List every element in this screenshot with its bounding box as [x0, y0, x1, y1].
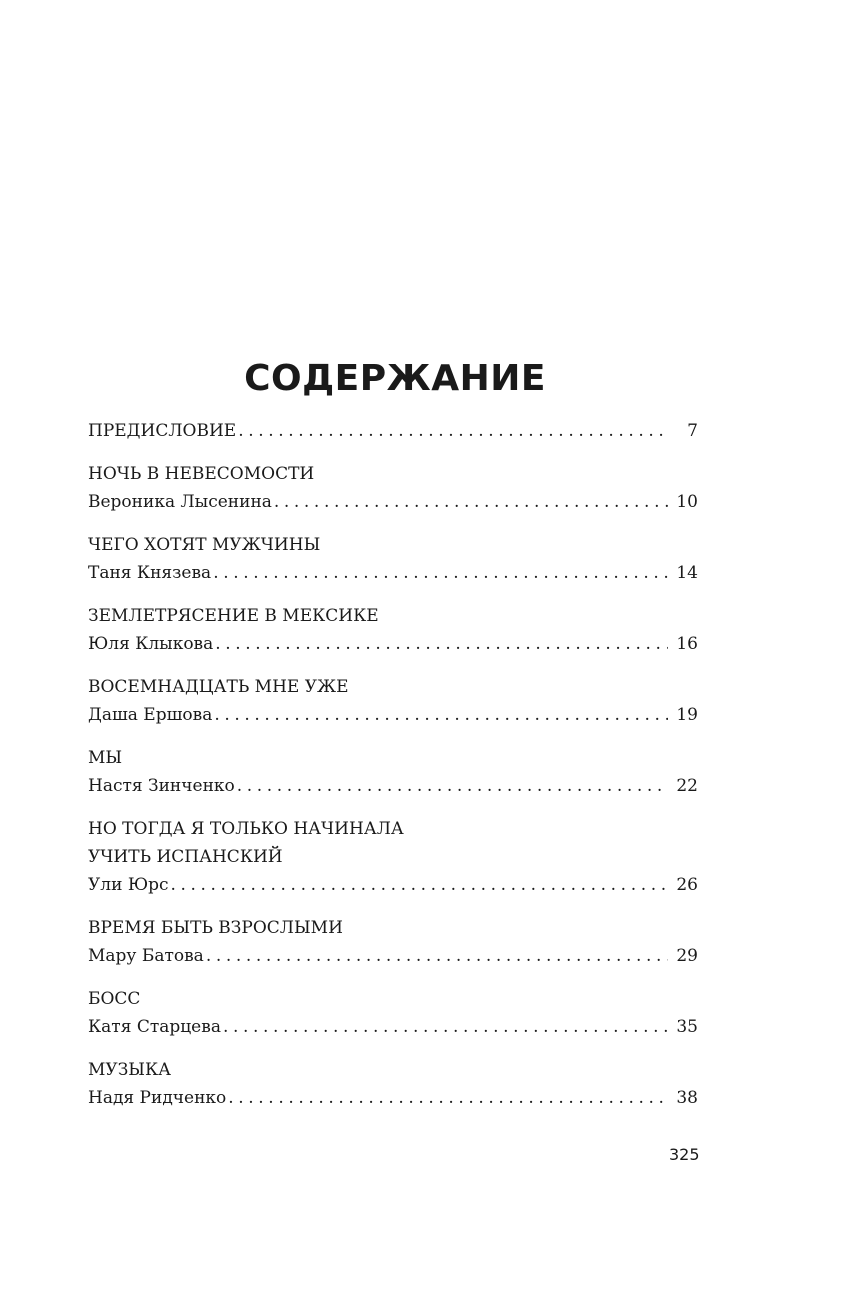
toc-entry-title: НО ТОГДА Я ТОЛЬКО НАЧИНАЛА: [88, 819, 404, 839]
toc-entry-page: 38: [676, 1088, 698, 1108]
dot-leader: [237, 772, 668, 800]
page-number: 325: [669, 1145, 700, 1164]
dot-leader: [215, 630, 668, 658]
toc-entry-page: 29: [676, 946, 698, 966]
toc-entry: [88, 744, 698, 800]
toc-entry: [88, 673, 698, 729]
toc-entry-line: [88, 701, 698, 729]
toc-entry-page: 26: [676, 875, 698, 895]
toc-entry-page: 10: [676, 492, 698, 512]
toc-entry-title: НОЧЬ В НЕВЕСОМОСТИ: [88, 464, 315, 484]
toc-entry-title: ВОСЕМНАДЦАТЬ МНЕ УЖЕ: [88, 677, 349, 697]
dot-leader: [171, 871, 668, 899]
toc-entry-line: [88, 488, 698, 516]
toc-entry-page: 16: [676, 634, 698, 654]
toc-entry-title: УЧИТЬ ИСПАНСКИЙ: [88, 847, 283, 867]
toc-entry-line: [88, 559, 698, 587]
toc-entry-page: 35: [676, 1017, 698, 1037]
page-title: СОДЕРЖАНИЕ: [244, 358, 546, 400]
toc-entry: [88, 985, 698, 1041]
toc-entry: [88, 815, 698, 899]
toc-entry-author: Катя Старцева: [88, 1017, 221, 1037]
toc-entry-page: 14: [676, 563, 698, 583]
toc-entry-line: [88, 630, 698, 658]
dot-leader: [228, 1084, 668, 1112]
toc-entry-author: Юля Клыкова: [88, 634, 214, 654]
toc-entry-author: Вероника Лысенина: [88, 492, 272, 512]
toc-entry: [88, 1056, 698, 1112]
toc-entry-title: БОСС: [88, 989, 141, 1009]
toc-entry-author: Ули Юрс: [88, 875, 169, 895]
dot-leader: [223, 1013, 668, 1041]
toc-entry-author: Даша Ершова: [88, 705, 213, 725]
toc-entry-title: ВРЕМЯ БЫТЬ ВЗРОСЛЫМИ: [88, 918, 343, 938]
toc-entry-line: [88, 417, 698, 445]
dot-leader: [213, 559, 668, 587]
toc-entry: [88, 417, 698, 445]
table-of-contents: [88, 417, 698, 1127]
dot-leader: [274, 488, 668, 516]
toc-entry-author: Таня Князева: [88, 563, 212, 583]
toc-entry-page: 19: [676, 705, 698, 725]
toc-entry: [88, 602, 698, 658]
toc-entry-page: 7: [687, 421, 698, 441]
toc-entry-line: [88, 942, 698, 970]
toc-entry: [88, 460, 698, 516]
toc-entry-author: Настя Зинченко: [88, 776, 235, 796]
toc-entry-title: ЗЕМЛЕТРЯСЕНИЕ В МЕКСИКЕ: [88, 606, 379, 626]
toc-entry-page: 22: [676, 776, 698, 796]
toc-entry-line: [88, 871, 698, 899]
toc-entry-author: Надя Ридченко: [88, 1088, 227, 1108]
toc-entry-title: ПРЕДИСЛОВИЕ: [88, 421, 237, 441]
dot-leader: [206, 942, 668, 970]
toc-entry-line: [88, 1084, 698, 1112]
toc-entry-author: Мару Батова: [88, 946, 204, 966]
toc-entry-line: [88, 1013, 698, 1041]
toc-entry-title: МЫ: [88, 748, 123, 768]
toc-entry-line: [88, 772, 698, 800]
toc-entry: [88, 531, 698, 587]
dot-leader: [238, 417, 668, 445]
toc-entry: [88, 914, 698, 970]
toc-entry-title: ЧЕГО ХОТЯТ МУЖЧИНЫ: [88, 535, 321, 555]
toc-entry-title: МУЗЫКА: [88, 1060, 172, 1080]
dot-leader: [214, 701, 668, 729]
